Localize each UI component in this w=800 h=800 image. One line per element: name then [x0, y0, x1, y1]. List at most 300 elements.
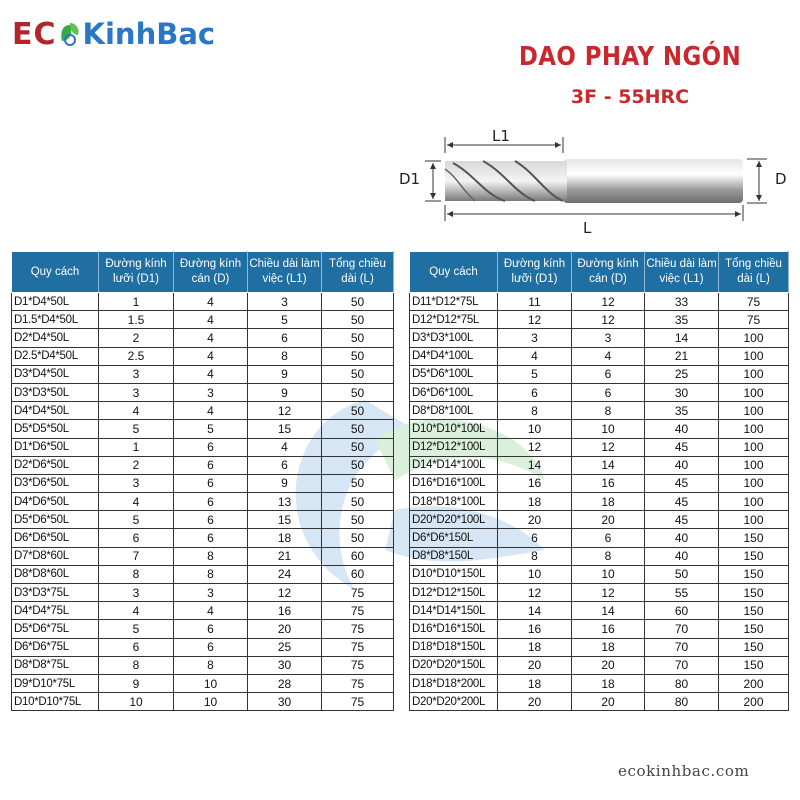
working-length-cell: 3: [248, 293, 322, 311]
spec-code-cell: D12*D12*75L: [410, 311, 498, 329]
blade-diameter-cell: 3: [99, 383, 174, 401]
working-length-cell: 8: [248, 347, 322, 365]
spec-code-cell: D14*D14*150L: [410, 602, 498, 620]
shank-diameter-cell: 12: [572, 311, 645, 329]
table-row: [12, 511, 394, 529]
shank-diameter-cell: 6: [174, 456, 248, 474]
blade-diameter-cell: 1: [99, 293, 174, 311]
total-length-cell: 75: [322, 584, 394, 602]
total-length-cell: 50: [322, 474, 394, 492]
table-row: [410, 365, 789, 383]
working-length-cell: 60: [645, 602, 719, 620]
total-length-cell: 200: [719, 693, 789, 711]
working-length-cell: 80: [645, 674, 719, 692]
shank-diameter-cell: 6: [174, 511, 248, 529]
spec-code-cell: D8*D8*60L: [12, 565, 99, 583]
working-length-cell: 15: [248, 511, 322, 529]
table-row: [12, 584, 394, 602]
working-length-cell: 40: [645, 547, 719, 565]
total-length-cell: 100: [719, 493, 789, 511]
total-length-cell: 100: [719, 456, 789, 474]
shank-diameter-cell: 3: [174, 584, 248, 602]
table-row: [410, 693, 789, 711]
working-length-cell: 45: [645, 511, 719, 529]
table-row: [12, 402, 394, 420]
shank-diameter-cell: 18: [572, 638, 645, 656]
total-length-cell: 100: [719, 347, 789, 365]
spec-code-cell: D6*D6*50L: [12, 529, 99, 547]
working-length-cell: 45: [645, 474, 719, 492]
working-length-cell: 16: [248, 602, 322, 620]
table-row: [12, 420, 394, 438]
total-length-cell: 200: [719, 674, 789, 692]
col-header-l1: Chiều dài làm việc (L1): [248, 252, 322, 293]
spec-code-cell: D5*D6*50L: [12, 511, 99, 529]
blade-diameter-cell: 10: [498, 420, 572, 438]
working-length-cell: 6: [248, 456, 322, 474]
working-length-cell: 28: [248, 674, 322, 692]
total-length-cell: 150: [719, 565, 789, 583]
blade-diameter-cell: 14: [498, 602, 572, 620]
shank-diameter-cell: 16: [572, 474, 645, 492]
total-length-cell: 75: [322, 638, 394, 656]
blade-diameter-cell: 3: [99, 365, 174, 383]
blade-diameter-cell: 6: [99, 638, 174, 656]
shank-diameter-cell: 10: [572, 420, 645, 438]
shank-diameter-cell: 6: [174, 620, 248, 638]
spec-code-cell: D3*D6*50L: [12, 474, 99, 492]
total-length-cell: 60: [322, 547, 394, 565]
working-length-cell: 55: [645, 584, 719, 602]
shank-diameter-cell: 6: [174, 638, 248, 656]
spec-code-cell: D2.5*D4*50L: [12, 347, 99, 365]
working-length-cell: 35: [645, 402, 719, 420]
table-row: [410, 638, 789, 656]
blade-diameter-cell: 12: [498, 584, 572, 602]
blade-diameter-cell: 18: [498, 493, 572, 511]
total-length-cell: 50: [322, 438, 394, 456]
spec-code-cell: D3*D3*75L: [12, 584, 99, 602]
working-length-cell: 21: [248, 547, 322, 565]
spec-code-cell: D3*D4*50L: [12, 365, 99, 383]
col-header-l: Tổng chiều dài (L): [322, 252, 394, 293]
blade-diameter-cell: 14: [498, 456, 572, 474]
table-row: [12, 347, 394, 365]
spec-code-cell: D10*D10*150L: [410, 565, 498, 583]
spec-code-cell: D4*D4*75L: [12, 602, 99, 620]
footer-website: ecokinhbac.com: [618, 762, 750, 780]
blade-diameter-cell: 16: [498, 474, 572, 492]
table-row: [410, 329, 789, 347]
table-row: [410, 602, 789, 620]
tool-diagram: [395, 125, 795, 245]
total-length-cell: 75: [719, 311, 789, 329]
total-length-cell: 100: [719, 511, 789, 529]
total-length-cell: 150: [719, 656, 789, 674]
blade-diameter-cell: 10: [99, 693, 174, 711]
blade-diameter-cell: 5: [99, 420, 174, 438]
working-length-cell: 70: [645, 656, 719, 674]
spec-code-cell: D4*D4*100L: [410, 347, 498, 365]
total-length-cell: 150: [719, 529, 789, 547]
shank-diameter-cell: 10: [572, 565, 645, 583]
shank-diameter-cell: 8: [572, 547, 645, 565]
blade-diameter-cell: 20: [498, 656, 572, 674]
col-header-d: Đường kính cán (D): [174, 252, 248, 293]
table-row: [12, 456, 394, 474]
blade-diameter-cell: 8: [99, 565, 174, 583]
total-length-cell: 100: [719, 365, 789, 383]
blade-diameter-cell: 5: [99, 620, 174, 638]
table-row: [410, 620, 789, 638]
spec-code-cell: D1.5*D4*50L: [12, 311, 99, 329]
col-header-l1: Chiều dài làm việc (L1): [645, 252, 719, 293]
blade-diameter-cell: 4: [99, 493, 174, 511]
table-row: [410, 311, 789, 329]
total-length-cell: 150: [719, 638, 789, 656]
blade-diameter-cell: 9: [99, 674, 174, 692]
shank-diameter-cell: 4: [174, 293, 248, 311]
table-row: [410, 656, 789, 674]
spec-code-cell: D3*D3*50L: [12, 383, 99, 401]
shank-diameter-cell: 18: [572, 674, 645, 692]
spec-code-cell: D20*D20*150L: [410, 656, 498, 674]
shank-diameter-cell: 6: [174, 438, 248, 456]
spec-code-cell: D6*D6*100L: [410, 383, 498, 401]
spec-code-cell: D10*D10*100L: [410, 420, 498, 438]
shank-diameter-cell: 4: [174, 602, 248, 620]
spec-code-cell: D8*D8*75L: [12, 656, 99, 674]
table-row: [12, 674, 394, 692]
shank-diameter-cell: 18: [572, 493, 645, 511]
spec-code-cell: D10*D10*75L: [12, 693, 99, 711]
spec-code-cell: D6*D6*75L: [12, 638, 99, 656]
blade-diameter-cell: 2.5: [99, 347, 174, 365]
shank-diameter-cell: 3: [174, 383, 248, 401]
table-row: [410, 420, 789, 438]
working-length-cell: 25: [248, 638, 322, 656]
working-length-cell: 6: [248, 329, 322, 347]
total-length-cell: 50: [322, 293, 394, 311]
total-length-cell: 75: [322, 674, 394, 692]
spec-code-cell: D12*D12*150L: [410, 584, 498, 602]
page-subtitle: 3F - 55HRC: [570, 86, 690, 108]
shank-diameter-cell: 6: [174, 474, 248, 492]
total-length-cell: 50: [322, 511, 394, 529]
blade-diameter-cell: 5: [99, 511, 174, 529]
shank-diameter-cell: 14: [572, 456, 645, 474]
total-length-cell: 50: [322, 383, 394, 401]
spec-code-cell: D18*D18*100L: [410, 493, 498, 511]
spec-code-cell: D16*D16*100L: [410, 474, 498, 492]
blade-diameter-cell: 3: [99, 474, 174, 492]
blade-diameter-cell: 8: [498, 547, 572, 565]
total-length-cell: 100: [719, 438, 789, 456]
spec-code-cell: D5*D6*100L: [410, 365, 498, 383]
spec-code-cell: D8*D8*150L: [410, 547, 498, 565]
working-length-cell: 30: [248, 656, 322, 674]
working-length-cell: 45: [645, 438, 719, 456]
table-row: [12, 474, 394, 492]
table-row: [410, 511, 789, 529]
total-length-cell: 100: [719, 474, 789, 492]
table-row: [410, 674, 789, 692]
working-length-cell: 30: [645, 383, 719, 401]
table-row: [410, 547, 789, 565]
total-length-cell: 50: [322, 329, 394, 347]
table-header-row: [410, 252, 789, 293]
table-row: [410, 438, 789, 456]
blade-diameter-cell: 4: [99, 402, 174, 420]
brand-logo: [12, 14, 215, 54]
spec-code-cell: D18*D18*200L: [410, 674, 498, 692]
working-length-cell: 18: [248, 529, 322, 547]
shank-diameter-cell: 8: [174, 547, 248, 565]
blade-diameter-cell: 10: [498, 565, 572, 583]
total-length-cell: 50: [322, 365, 394, 383]
working-length-cell: 40: [645, 456, 719, 474]
spec-code-cell: D3*D3*100L: [410, 329, 498, 347]
shank-diameter-cell: 4: [174, 365, 248, 383]
total-length-cell: 150: [719, 602, 789, 620]
shank-diameter-cell: 8: [174, 656, 248, 674]
table-row: [410, 456, 789, 474]
blade-diameter-cell: 2: [99, 329, 174, 347]
table-row: [410, 293, 789, 311]
shank-diameter-cell: 12: [572, 584, 645, 602]
shank-diameter-cell: 5: [174, 420, 248, 438]
brand-name: KinhBac: [82, 17, 216, 51]
total-length-cell: 75: [322, 656, 394, 674]
shank-diameter-cell: 12: [572, 293, 645, 311]
blade-diameter-cell: 18: [498, 638, 572, 656]
blade-diameter-cell: 4: [498, 347, 572, 365]
working-length-cell: 45: [645, 493, 719, 511]
table-row: [12, 293, 394, 311]
spec-code-cell: D1*D6*50L: [12, 438, 99, 456]
working-length-cell: 35: [645, 311, 719, 329]
spec-code-cell: D7*D8*60L: [12, 547, 99, 565]
working-length-cell: 4: [248, 438, 322, 456]
working-length-cell: 9: [248, 474, 322, 492]
blade-diameter-cell: 8: [99, 656, 174, 674]
working-length-cell: 9: [248, 365, 322, 383]
total-length-cell: 50: [322, 493, 394, 511]
spec-table-right: [409, 251, 789, 711]
shank-diameter-cell: 4: [174, 329, 248, 347]
shank-diameter-cell: 4: [174, 311, 248, 329]
total-length-cell: 50: [322, 402, 394, 420]
total-length-cell: 150: [719, 584, 789, 602]
shank-diameter-cell: 20: [572, 693, 645, 711]
shank-diameter-cell: 6: [572, 365, 645, 383]
label-d: D: [775, 170, 787, 188]
table-row: [410, 565, 789, 583]
spec-code-cell: D1*D4*50L: [12, 293, 99, 311]
working-length-cell: 12: [248, 402, 322, 420]
table-row: [12, 656, 394, 674]
total-length-cell: 150: [719, 620, 789, 638]
spec-code-cell: D6*D6*150L: [410, 529, 498, 547]
shank-diameter-cell: 6: [572, 383, 645, 401]
shank-diameter-cell: 4: [572, 347, 645, 365]
shank-diameter-cell: 3: [572, 329, 645, 347]
total-length-cell: 100: [719, 402, 789, 420]
spec-code-cell: D16*D16*150L: [410, 620, 498, 638]
spec-code-cell: D4*D6*50L: [12, 493, 99, 511]
table-row: [410, 584, 789, 602]
blade-diameter-cell: 7: [99, 547, 174, 565]
total-length-cell: 50: [322, 456, 394, 474]
spec-code-cell: D20*D20*200L: [410, 693, 498, 711]
total-length-cell: 75: [719, 293, 789, 311]
shank-diameter-cell: 14: [572, 602, 645, 620]
blade-diameter-cell: 3: [99, 584, 174, 602]
blade-diameter-cell: 18: [498, 674, 572, 692]
total-length-cell: 150: [719, 547, 789, 565]
working-length-cell: 12: [248, 584, 322, 602]
table-row: [12, 365, 394, 383]
table-row: [410, 474, 789, 492]
total-length-cell: 50: [322, 420, 394, 438]
shank-diameter-cell: 16: [572, 620, 645, 638]
total-length-cell: 100: [719, 383, 789, 401]
working-length-cell: 13: [248, 493, 322, 511]
table-row: [12, 638, 394, 656]
col-header-spec: Quy cách: [410, 252, 498, 293]
page-title: DAO PHAY NGÓN: [518, 42, 742, 72]
spec-code-cell: D14*D14*100L: [410, 456, 498, 474]
table-row: [12, 383, 394, 401]
working-length-cell: 30: [248, 693, 322, 711]
spec-code-cell: D9*D10*75L: [12, 674, 99, 692]
table-row: [410, 402, 789, 420]
spec-code-cell: D5*D5*50L: [12, 420, 99, 438]
table-row: [410, 383, 789, 401]
spec-code-cell: D2*D4*50L: [12, 329, 99, 347]
working-length-cell: 9: [248, 383, 322, 401]
blade-diameter-cell: 12: [498, 311, 572, 329]
total-length-cell: 75: [322, 693, 394, 711]
col-header-l: Tổng chiều dài (L): [719, 252, 789, 293]
spec-code-cell: D11*D12*75L: [410, 293, 498, 311]
table-row: [410, 347, 789, 365]
blade-diameter-cell: 2: [99, 456, 174, 474]
table-row: [12, 693, 394, 711]
total-length-cell: 50: [322, 311, 394, 329]
table-row: [410, 493, 789, 511]
shank-diameter-cell: 12: [572, 438, 645, 456]
table-row: [12, 329, 394, 347]
table-row: [12, 547, 394, 565]
col-header-d: Đường kính cán (D): [572, 252, 645, 293]
blade-diameter-cell: 3: [498, 329, 572, 347]
total-length-cell: 60: [322, 565, 394, 583]
spec-code-cell: D8*D8*100L: [410, 402, 498, 420]
label-l: L: [583, 219, 592, 237]
shank-diameter-cell: 10: [174, 674, 248, 692]
spec-code-cell: D20*D20*100L: [410, 511, 498, 529]
table-row: [12, 493, 394, 511]
shank-diameter-cell: 8: [174, 565, 248, 583]
table-row: [12, 529, 394, 547]
end-mill-drawing: [395, 125, 795, 245]
table-row: [410, 529, 789, 547]
blade-diameter-cell: 12: [498, 438, 572, 456]
table-header-row: [12, 252, 394, 293]
col-header-d1: Đường kính lưỡi (D1): [99, 252, 174, 293]
spec-table-left: [11, 251, 394, 711]
label-l1: L1: [492, 127, 510, 145]
blade-diameter-cell: 6: [498, 383, 572, 401]
col-header-d1: Đường kính lưỡi (D1): [498, 252, 572, 293]
shank-diameter-cell: 6: [174, 493, 248, 511]
table-row: [12, 311, 394, 329]
blade-diameter-cell: 16: [498, 620, 572, 638]
total-length-cell: 50: [322, 529, 394, 547]
shank-diameter-cell: 4: [174, 347, 248, 365]
working-length-cell: 40: [645, 529, 719, 547]
spec-code-cell: D5*D6*75L: [12, 620, 99, 638]
shank-diameter-cell: 10: [174, 693, 248, 711]
working-length-cell: 40: [645, 420, 719, 438]
shank-diameter-cell: 6: [572, 529, 645, 547]
table-row: [12, 620, 394, 638]
table-row: [12, 565, 394, 583]
label-d1: D1: [399, 170, 421, 188]
blade-diameter-cell: 1: [99, 438, 174, 456]
shank-diameter-cell: 8: [572, 402, 645, 420]
working-length-cell: 24: [248, 565, 322, 583]
total-length-cell: 100: [719, 329, 789, 347]
shank-diameter-cell: 20: [572, 656, 645, 674]
total-length-cell: 100: [719, 420, 789, 438]
blade-diameter-cell: 20: [498, 511, 572, 529]
working-length-cell: 14: [645, 329, 719, 347]
working-length-cell: 5: [248, 311, 322, 329]
leaf-icon: [58, 21, 82, 47]
table-row: [12, 438, 394, 456]
working-length-cell: 70: [645, 620, 719, 638]
shank-diameter-cell: 20: [572, 511, 645, 529]
blade-diameter-cell: 5: [498, 365, 572, 383]
working-length-cell: 33: [645, 293, 719, 311]
spec-code-cell: D18*D18*150L: [410, 638, 498, 656]
working-length-cell: 50: [645, 565, 719, 583]
working-length-cell: 21: [645, 347, 719, 365]
blade-diameter-cell: 8: [498, 402, 572, 420]
shank-diameter-cell: 6: [174, 529, 248, 547]
shank-diameter-cell: 4: [174, 402, 248, 420]
blade-diameter-cell: 6: [498, 529, 572, 547]
table-row: [12, 602, 394, 620]
working-length-cell: 25: [645, 365, 719, 383]
col-header-spec: Quy cách: [12, 252, 99, 293]
total-length-cell: 75: [322, 602, 394, 620]
working-length-cell: 80: [645, 693, 719, 711]
working-length-cell: 15: [248, 420, 322, 438]
spec-code-cell: D12*D12*100L: [410, 438, 498, 456]
working-length-cell: 70: [645, 638, 719, 656]
blade-diameter-cell: 11: [498, 293, 572, 311]
total-length-cell: 75: [322, 620, 394, 638]
brand-prefix: EC: [12, 16, 57, 52]
blade-diameter-cell: 1.5: [99, 311, 174, 329]
blade-diameter-cell: 20: [498, 693, 572, 711]
blade-diameter-cell: 4: [99, 602, 174, 620]
working-length-cell: 20: [248, 620, 322, 638]
total-length-cell: 50: [322, 347, 394, 365]
